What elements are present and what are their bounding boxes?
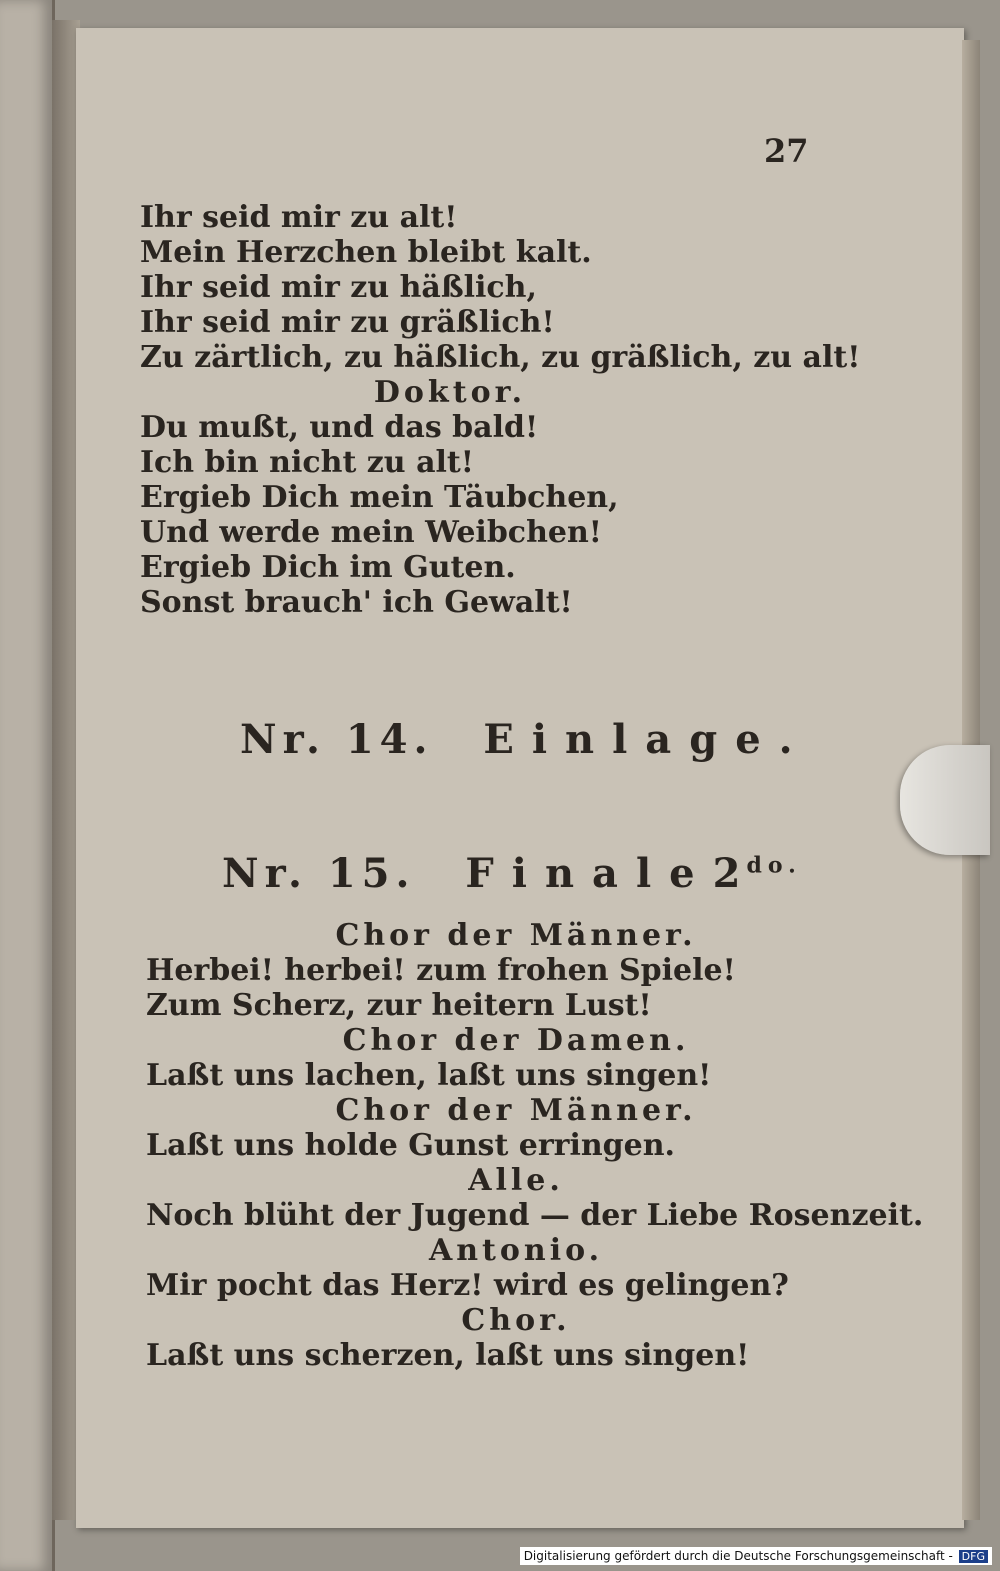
verse-line: Ich bin nicht zu alt! <box>140 445 474 480</box>
heading-nr14-number: Nr. 14. <box>240 716 434 763</box>
verse-line: Zum Scherz, zur heitern Lust! <box>146 988 652 1023</box>
heading-nr15-title: Finale <box>465 850 713 897</box>
left-page-edge <box>0 0 55 1571</box>
verse-line: Mein Herzchen bleibt kalt. <box>140 235 592 270</box>
verse-line: Ihr seid mir zu häßlich, <box>140 270 537 305</box>
footer-credit <box>520 1547 992 1565</box>
verse-line: Sonst brauch' ich Gewalt! <box>140 585 573 620</box>
page-number: 27 <box>764 132 809 170</box>
speaker-chor-maenner: Chor der Männer. <box>335 918 697 953</box>
verse-line: Du mußt, und das bald! <box>140 410 539 445</box>
verse-line: Und werde mein Weibchen! <box>140 515 602 550</box>
verse-line: Laßt uns lachen, laßt uns singen! <box>146 1058 712 1093</box>
verse-line: Noch blüht der Jugend — der Liebe Rosenzeit. <box>146 1198 924 1233</box>
speaker-chor-maenner: Chor der Männer. <box>335 1093 697 1128</box>
speaker-antonio: Antonio. <box>428 1233 604 1268</box>
speaker-alle: Alle. <box>468 1163 564 1198</box>
verse-line: Ihr seid mir zu alt! <box>140 200 458 235</box>
speaker-doktor: Doktor. <box>373 375 527 410</box>
verse-line: Zu zärtlich, zu häßlich, zu gräßlich, zu alt! <box>140 340 861 375</box>
heading-nr14-title: Einlage. <box>483 716 811 763</box>
verse-line: Ergieb Dich mein Täubchen, <box>140 480 619 515</box>
heading-nr15-suffix: 2 <box>712 850 747 897</box>
verse-line: Laßt uns holde Gunst erringen. <box>146 1128 675 1163</box>
heading-nr14 <box>240 716 811 763</box>
dfg-logo: DFG <box>959 1550 988 1563</box>
verse-line: Mir pocht das Herz! wird es gelingen? <box>146 1268 789 1303</box>
footer-text: Digitalisierung gefördert durch die Deutsche Forschungsgemeinschaft - <box>523 1549 953 1563</box>
clip-tab <box>900 745 990 855</box>
heading-nr15-sup: do. <box>746 852 802 879</box>
heading-nr15-number: Nr. 15. <box>222 850 416 897</box>
finale-block <box>146 918 924 1373</box>
verse-line: Herbei! herbei! zum frohen Spiele! <box>146 953 736 988</box>
verse-line: Ihr seid mir zu gräßlich! <box>140 305 555 340</box>
speaker-chor: Chor. <box>461 1303 571 1338</box>
speaker-chor-damen: Chor der Damen. <box>342 1023 690 1058</box>
verse-block-1 <box>140 200 861 620</box>
verse-line: Laßt uns scherzen, laßt uns singen! <box>146 1338 750 1373</box>
verse-line: Ergieb Dich im Guten. <box>140 550 516 585</box>
heading-nr15 <box>222 850 802 897</box>
